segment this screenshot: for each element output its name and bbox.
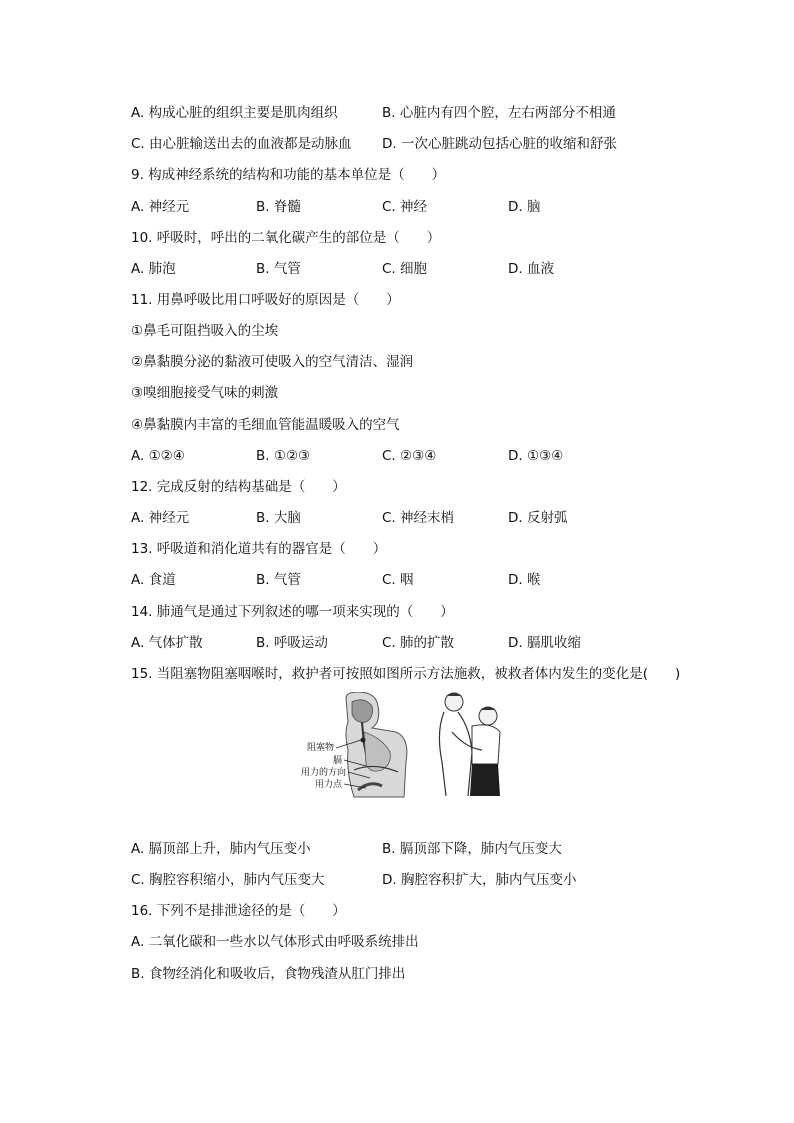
label-force-direction: 用力的方向 — [300, 768, 346, 778]
q16-stem: 16. 下列不是排泄途径的是（ ） — [131, 903, 346, 919]
q10-option-c: C. 细胞 — [382, 261, 428, 277]
q9-stem: 9. 构成神经系统的结构和功能的基本单位是（ ） — [131, 167, 446, 183]
q15-stem: 15. 当阻塞物阻塞咽喉时，救护者可按照如图所示方法施救，被救者体内发生的变化是( ) — [131, 666, 681, 682]
q11-item-2: ②鼻黏膜分泌的黏液可使吸入的空气清洁、湿润 — [131, 354, 414, 370]
q12-option-a: A. 神经元 — [131, 510, 190, 526]
q13-stem: 13. 呼吸道和消化道共有的器官是（ ） — [131, 541, 387, 557]
heimlich-figure — [286, 692, 516, 804]
q8-option-d: D. 一次心脏跳动包括心脏的收缩和舒张 — [382, 136, 617, 152]
cross-section-illustration — [336, 692, 407, 797]
q13-option-a: A. 食道 — [131, 572, 176, 588]
q8-option-b: B. 心脏内有四个腔，左右两部分不相通 — [382, 105, 616, 121]
q11-stem: 11. 用鼻呼吸比用口呼吸好的原因是（ ） — [131, 292, 400, 308]
q11-option-c: C. ②③④ — [382, 448, 437, 464]
q9-option-c: C. 神经 — [382, 199, 428, 215]
q15-option-a: A. 膈顶部上升，肺内气压变小 — [131, 841, 311, 857]
q14-stem: 14. 肺通气是通过下列叙述的哪一项来实现的（ ） — [131, 604, 454, 620]
q11-option-b: B. ①②③ — [256, 448, 311, 464]
q11-item-1: ①鼻毛可阻挡吸入的尘埃 — [131, 323, 279, 339]
rescuer-victim-illustration — [439, 693, 500, 796]
q9-option-a: A. 神经元 — [131, 199, 190, 215]
q10-option-b: B. 气管 — [256, 261, 301, 277]
q13-option-c: C. 咽 — [382, 572, 414, 588]
q12-option-d: D. 反射弧 — [508, 510, 568, 526]
q10-option-d: D. 血液 — [508, 261, 554, 277]
q12-option-b: B. 大脑 — [256, 510, 301, 526]
q16-option-a: A. 二氧化碳和一些水以气体形式由呼吸系统排出 — [131, 934, 419, 950]
q14-option-b: B. 呼吸运动 — [256, 635, 328, 651]
q10-stem: 10. 呼吸时，呼出的二氧化碳产生的部位是（ ） — [131, 230, 441, 246]
q12-option-c: C. 神经末梢 — [382, 510, 455, 526]
q11-option-a: A. ①②④ — [131, 448, 185, 464]
q14-option-d: D. 膈肌收缩 — [508, 635, 581, 651]
q11-item-4: ④鼻黏膜内丰富的毛细血管能温暖吸入的空气 — [131, 417, 400, 433]
label-diaphragm: 膈 — [332, 756, 342, 766]
q16-option-b: B. 食物经消化和吸收后，食物残渣从肛门排出 — [131, 966, 406, 982]
q11-item-3: ③嗅细胞接受气味的刺激 — [131, 385, 279, 401]
q11-option-d: D. ①③④ — [508, 448, 564, 464]
q12-stem: 12. 完成反射的结构基础是（ ） — [131, 479, 346, 495]
label-force-point: 用力点 — [314, 780, 342, 790]
q9-option-b: B. 脊髓 — [256, 199, 301, 215]
q15-option-c: C. 胸腔容积缩小，肺内气压变大 — [131, 872, 325, 888]
label-obstruction: 阻塞物 — [306, 743, 334, 753]
q14-option-c: C. 肺的扩散 — [382, 635, 455, 651]
q13-option-b: B. 气管 — [256, 572, 301, 588]
q9-option-d: D. 脑 — [508, 199, 541, 215]
q8-option-a: A. 构成心脏的组织主要是肌肉组织 — [131, 105, 338, 121]
q13-option-d: D. 喉 — [508, 572, 541, 588]
q14-option-a: A. 气体扩散 — [131, 635, 203, 651]
q10-option-a: A. 肺泡 — [131, 261, 176, 277]
q15-option-d: D. 胸腔容积扩大，肺内气压变小 — [382, 872, 577, 888]
q15-option-b: B. 膈顶部下降，肺内气压变大 — [382, 841, 562, 857]
q8-option-c: C. 由心脏输送出去的血液都是动脉血 — [131, 136, 352, 152]
